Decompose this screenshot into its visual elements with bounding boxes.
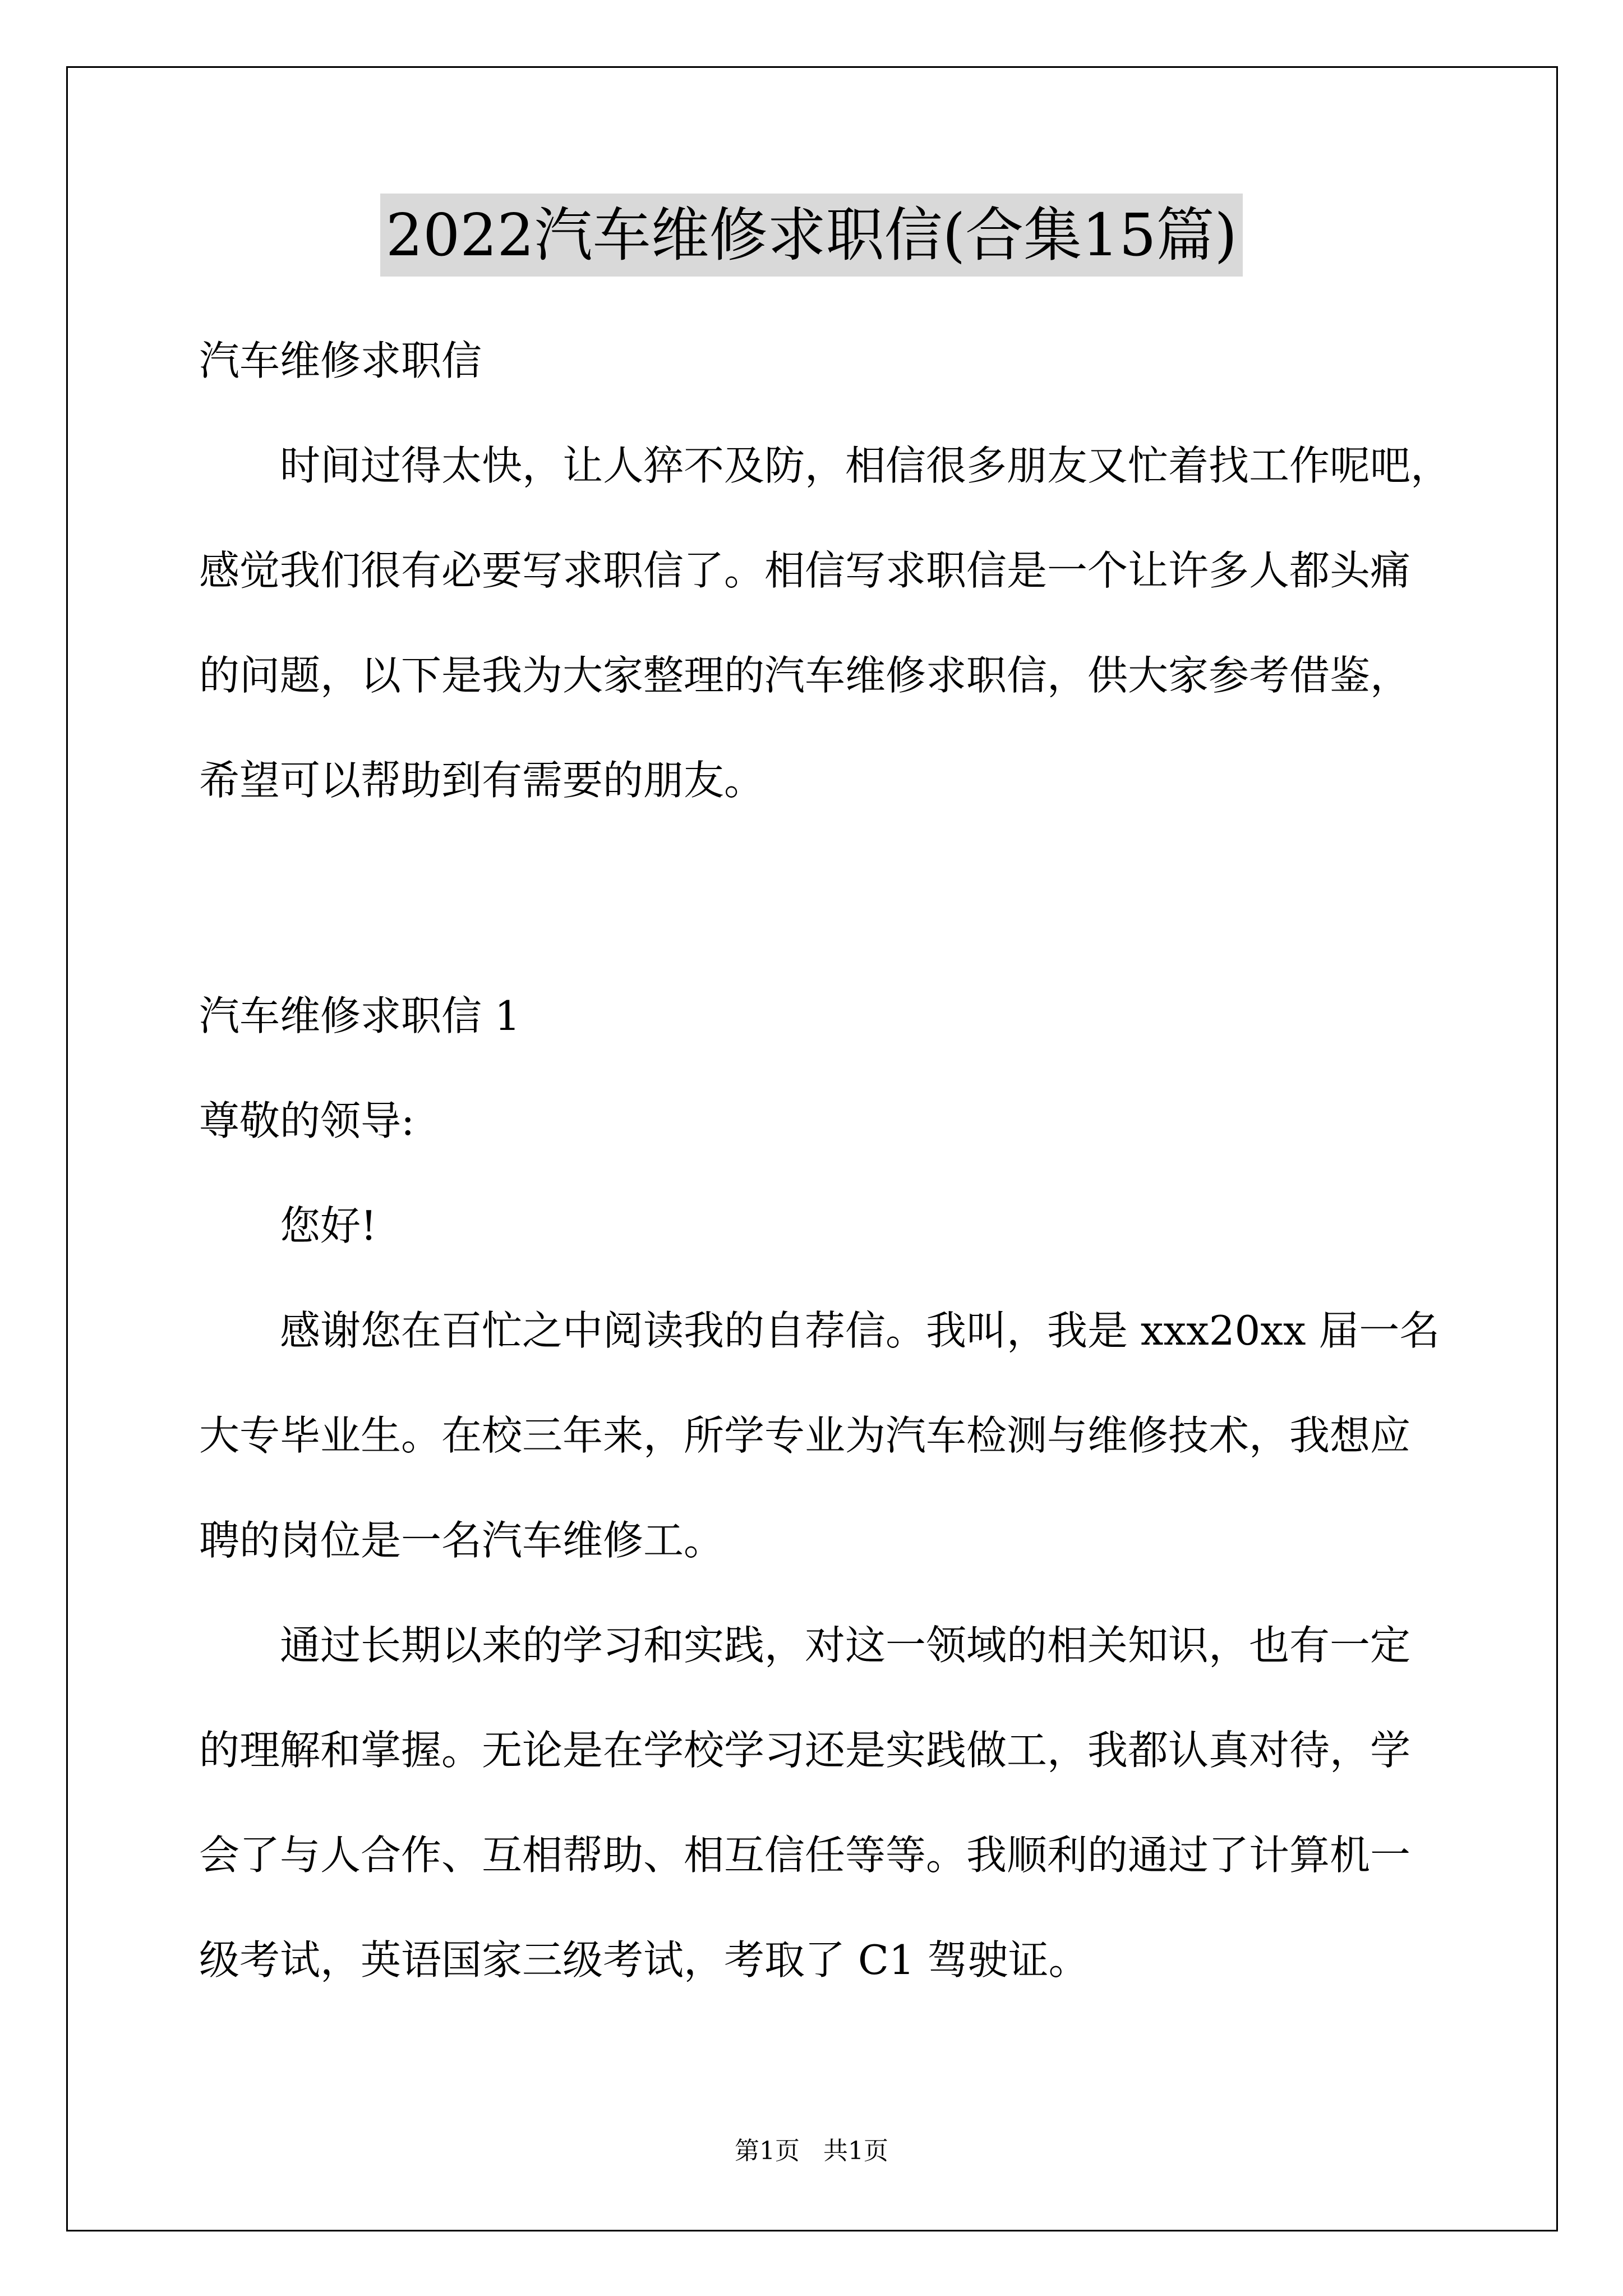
body-line: 会了与人合作、互相帮助、相互信任等等。我顺利的通过了计算机一 — [199, 1832, 1411, 1879]
document-title: 2022汽车维修求职信(合集15篇) — [380, 194, 1243, 277]
body-line: 的理解和掌握。无论是在学校学习还是实践做工，我都认真对待，学 — [199, 1727, 1411, 1774]
body-line: 级考试，英语国家三级考试，考取了 C1 驾驶证。 — [199, 1936, 1089, 1984]
section-heading: 汽车维修求职信 1 — [199, 992, 520, 1039]
greeting: 您好! — [199, 1202, 377, 1249]
body-line: 的问题，以下是我为大家整理的汽车维修求职信，供大家参考借鉴， — [199, 652, 1411, 699]
body-line: 时间过得太快，让人猝不及防，相信很多朋友又忙着找工作呢吧， — [199, 442, 1451, 489]
title-container — [0, 194, 1623, 277]
body-line: 感谢您在百忙之中阅读我的自荐信。我叫，我是 xxx20xx 届一名 — [199, 1307, 1440, 1354]
body-line: 希望可以帮助到有需要的朋友。 — [199, 757, 765, 804]
body-line: 大专毕业生。在校三年来，所学专业为汽车检测与维修技术，我想应 — [199, 1412, 1411, 1459]
body-line: 通过长期以来的学习和实践，对这一领域的相关知识，也有一定 — [199, 1622, 1411, 1669]
salutation: 尊敬的领导: — [199, 1097, 415, 1144]
body-line: 感觉我们很有必要写求职信了。相信写求职信是一个让许多人都头痛 — [199, 547, 1411, 594]
page-border — [66, 66, 1558, 2231]
page-footer: 第1页 共1页 — [735, 2137, 888, 2165]
body-line: 汽车维修求职信 — [199, 337, 482, 384]
body-line: 聘的岗位是一名汽车维修工。 — [199, 1517, 725, 1564]
